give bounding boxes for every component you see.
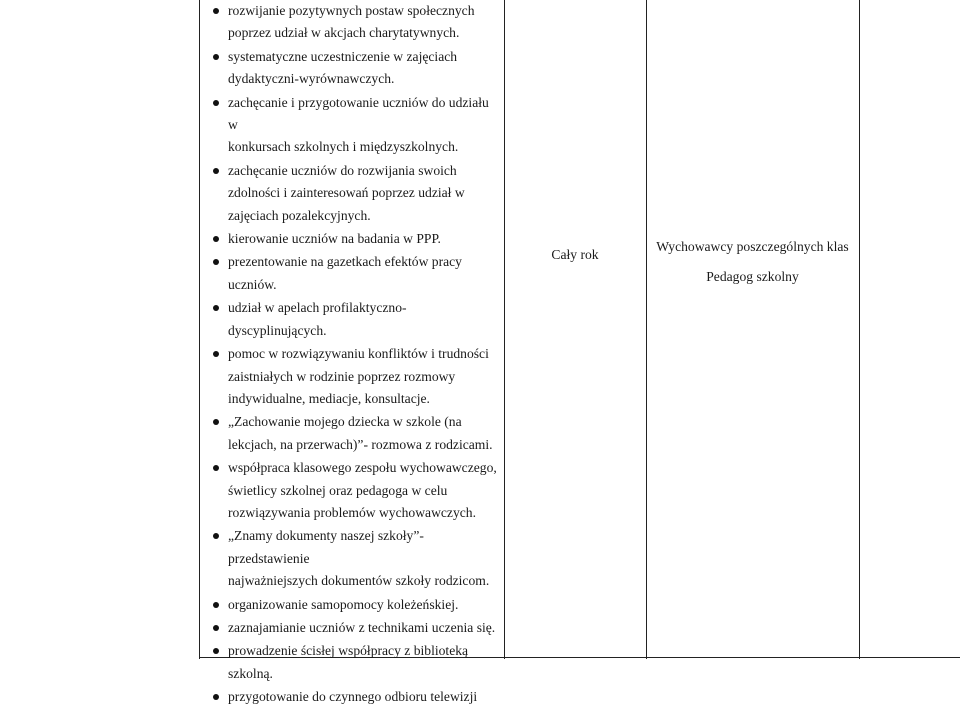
list-item-text: pomoc w rozwiązywaniu konfliktów i trudności <box>228 346 489 362</box>
list-item <box>199 525 504 592</box>
list-item-text: poprzez udział w akcjach charytatywnych. <box>228 25 460 41</box>
list-item-text: uczniów. <box>228 276 277 292</box>
list-item-text: zachęcanie i przygotowanie uczniów do udziału w <box>228 94 489 133</box>
list-item <box>199 686 504 708</box>
list-item-text: lekcjach, na przerwach)”- rozmowa z rodzicami. <box>228 436 493 452</box>
activities-list <box>199 0 504 709</box>
list-item <box>199 0 504 45</box>
list-item <box>199 251 504 296</box>
list-item-text: współpraca klasowego zespołu wychowawczego, <box>228 460 497 476</box>
table-border-col4 <box>859 0 860 659</box>
bullet-icon <box>213 168 219 174</box>
bullet-icon <box>213 8 219 14</box>
list-item-text: prezentowanie na gazetkach efektów pracy <box>228 254 462 270</box>
list-item <box>199 343 504 410</box>
bullet-icon <box>213 465 219 471</box>
list-item-text: zajęciach pozalekcyjnych. <box>228 207 371 223</box>
list-item-text: dydaktyczni-wyrównawczych. <box>228 71 395 87</box>
list-item-text: świetlicy szkolnej oraz pedagoga w celu <box>228 482 448 498</box>
list-item-text: prowadzenie ścisłej współpracy z biblioteką <box>228 643 469 659</box>
bullet-icon <box>213 625 219 631</box>
list-item <box>199 46 504 91</box>
bullet-icon <box>213 419 219 425</box>
list-item <box>199 617 504 639</box>
list-item <box>199 594 504 616</box>
list-item <box>199 92 504 159</box>
list-item-text: rozwiązywania problemów wychowawczych. <box>228 504 476 520</box>
term-text: Cały rok <box>551 247 599 262</box>
responsible-line-1: Wychowawcy poszczególnych klas <box>656 239 849 254</box>
term-cell <box>504 0 646 659</box>
list-item-text: najważniejszych dokumentów szkoły rodzicom. <box>228 573 490 589</box>
bullet-icon <box>213 305 219 311</box>
list-item-text: rozwijanie pozytywnych postaw społecznych <box>228 3 475 18</box>
list-item-text: indywidualne, mediacje, konsultacje. <box>228 390 430 406</box>
list-item-text: konkursach szkolnych i międzyszkolnych. <box>228 139 459 155</box>
list-item-text: udział w apelach profilaktyczno- dyscyplinujących. <box>228 300 407 338</box>
list-item-text: zachęcanie uczniów do rozwijania swoich <box>228 162 457 178</box>
list-item-text: przygotowanie do czynnego odbioru telewizji <box>228 689 478 705</box>
list-item-text: szkolną. <box>228 665 273 681</box>
responsible-cell <box>646 0 859 659</box>
bullet-icon <box>213 100 219 106</box>
list-item <box>199 640 504 685</box>
list-item-text: zaznajamianie uczniów z technikami uczenia się. <box>228 619 496 635</box>
list-item-text: zdolności i zainteresowań poprzez udział w <box>228 185 465 201</box>
bullet-icon <box>213 54 219 60</box>
bullet-icon <box>213 236 219 242</box>
bullet-icon <box>213 259 219 265</box>
list-item <box>199 297 504 342</box>
list-item <box>199 457 504 524</box>
list-item-text: organizowanie samopomocy koleżeńskiej. <box>228 596 459 612</box>
list-item <box>199 228 504 250</box>
bullet-icon <box>213 533 219 539</box>
bullet-icon <box>213 648 219 654</box>
list-item <box>199 411 504 456</box>
list-item-text: kierowanie uczniów na badania w PPP. <box>228 231 441 247</box>
bullet-icon <box>213 351 219 357</box>
activities-cell <box>199 0 504 705</box>
list-item-text: „Zachowanie mojego dziecka w szkole (na <box>228 414 462 430</box>
list-item-text: „Znamy dokumenty naszej szkoły”- przedstawienie <box>228 528 424 566</box>
list-item-text: zaistniałych w rodzinie poprzez rozmowy <box>228 368 456 384</box>
list-item-text: systematyczne uczestniczenie w zajęciach <box>228 48 458 64</box>
bullet-icon <box>213 602 219 608</box>
responsible-line-2: Pedagog szkolny <box>706 269 799 284</box>
list-item <box>199 160 504 227</box>
bullet-icon <box>213 694 219 700</box>
